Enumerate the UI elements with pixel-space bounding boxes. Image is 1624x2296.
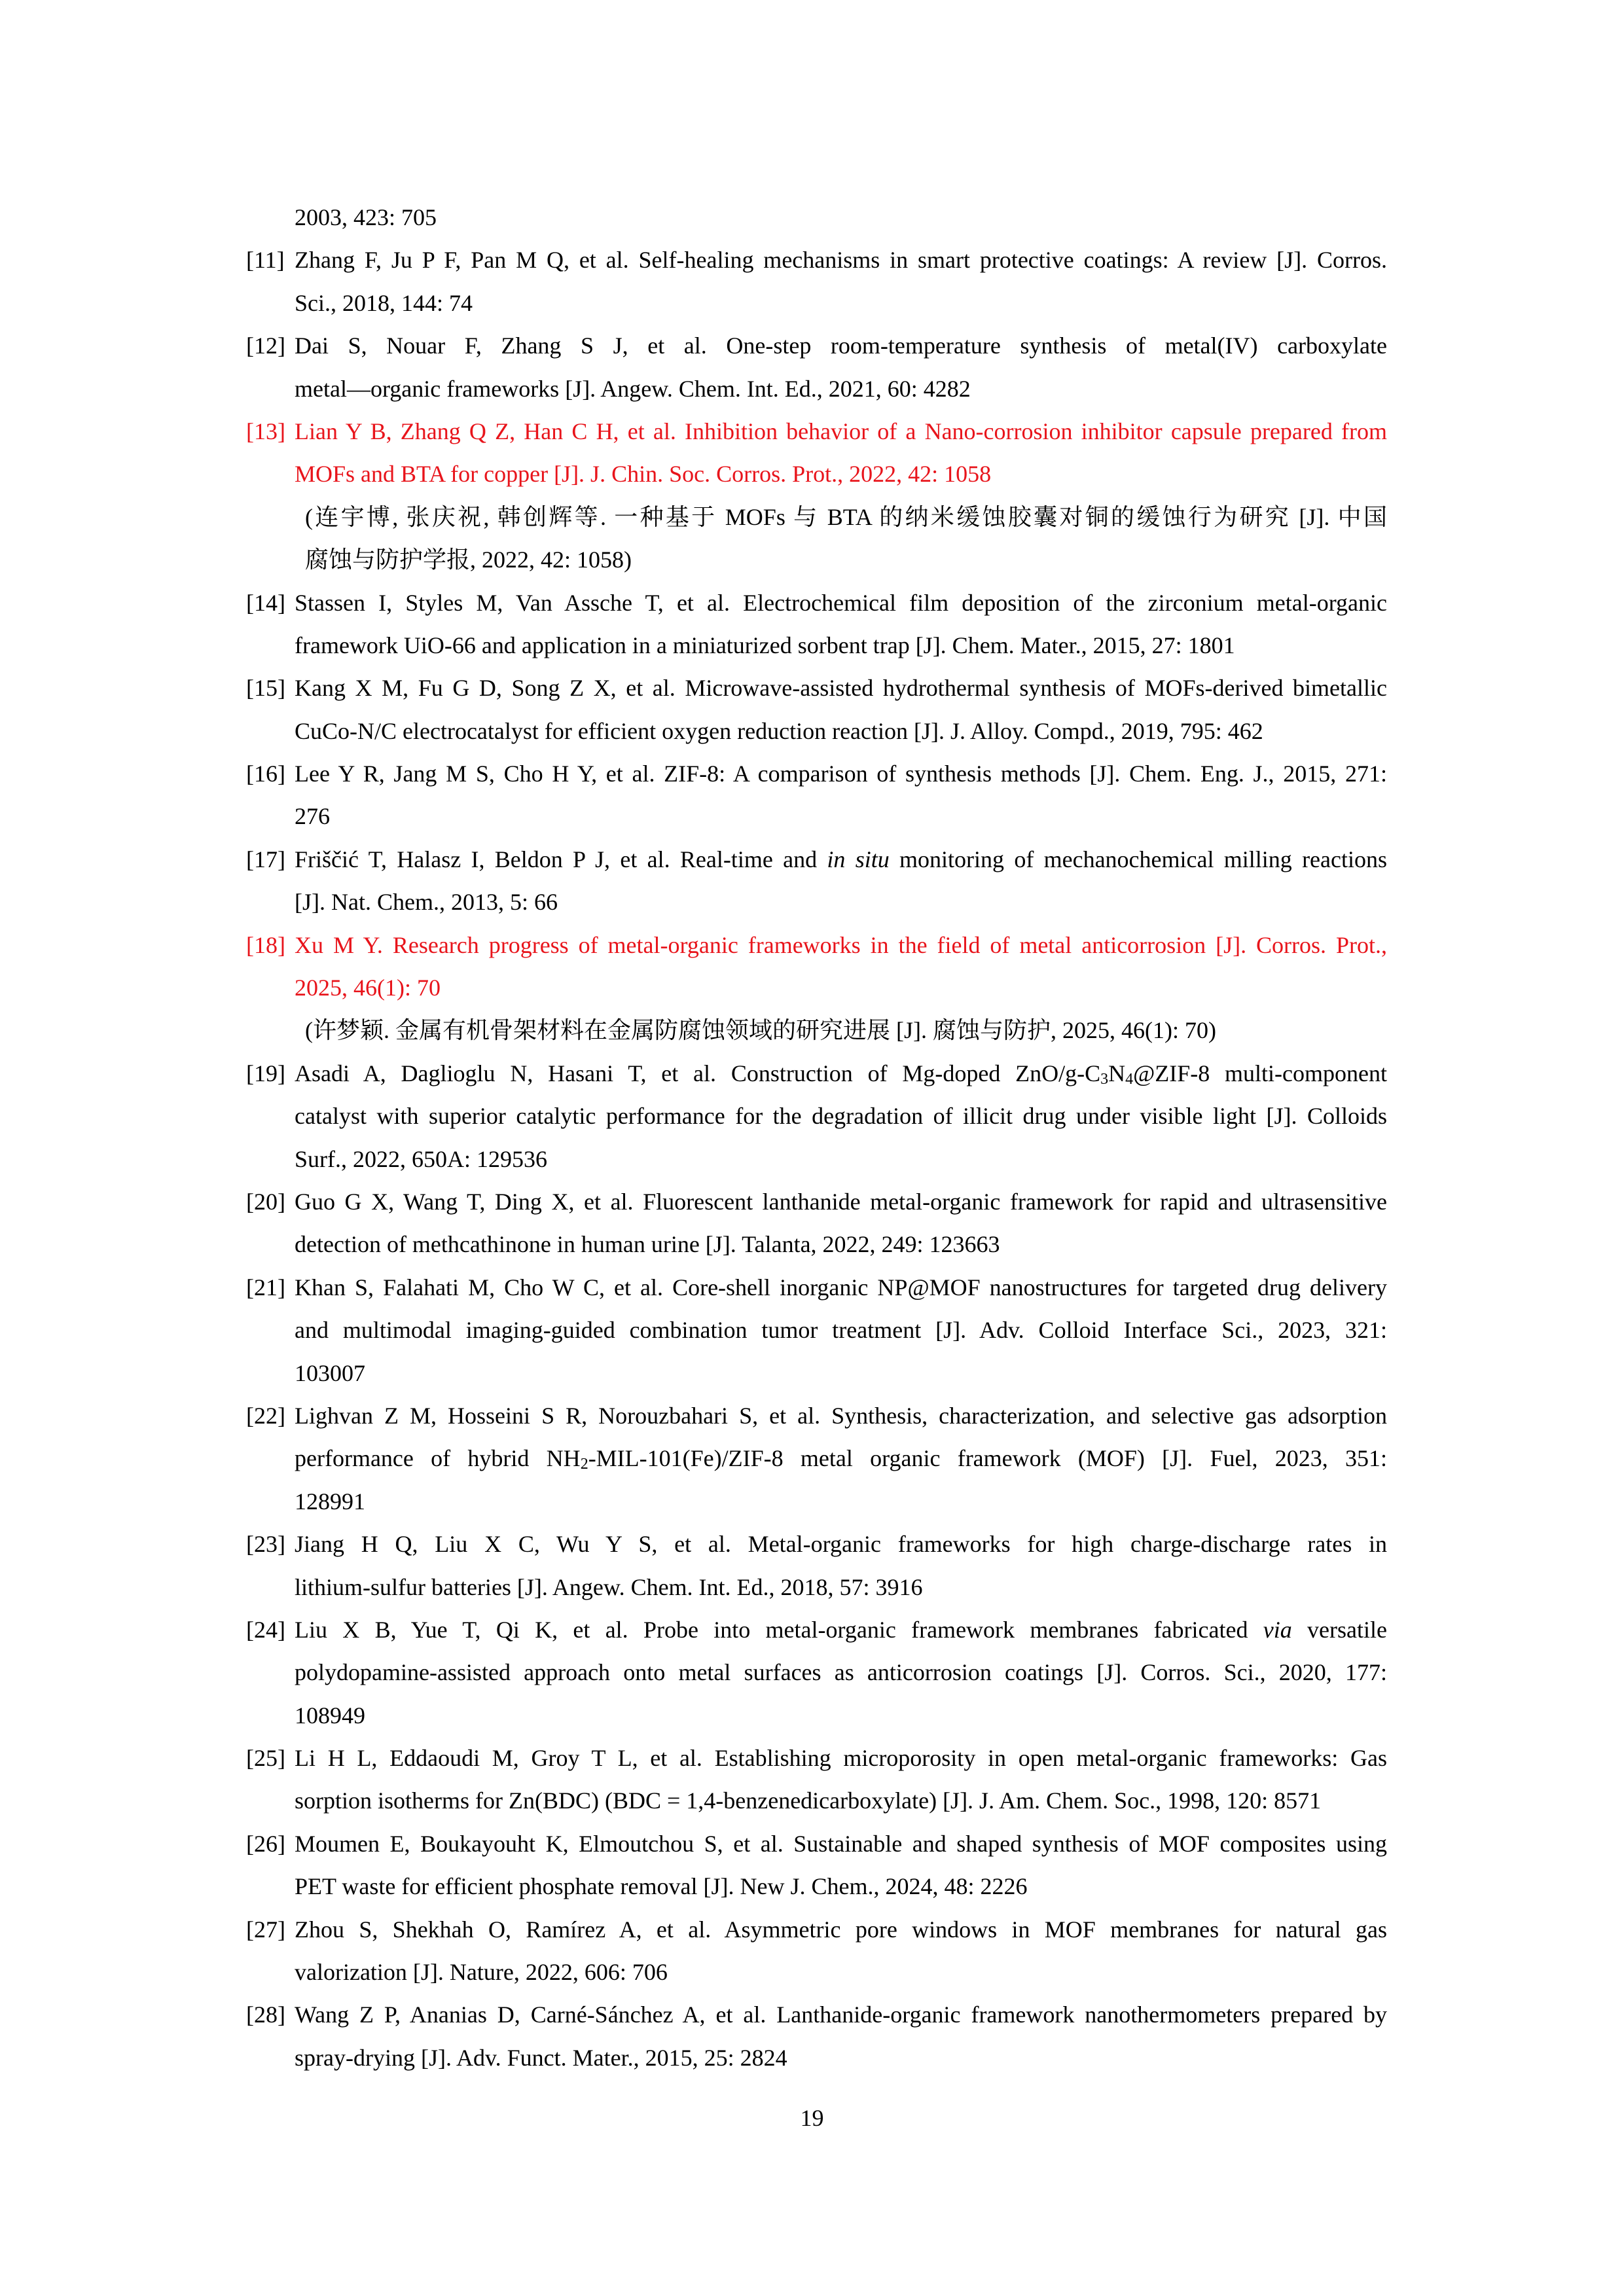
reference-line: detection of methcathinone in human urine [J]. Talanta, 2022, 249: 123663 [295, 1231, 1000, 1258]
reference-number: [13] [246, 418, 285, 444]
reference-line: Zhou S, Shekhah O, Ramírez A, et al. Asymmetric pore windows in MOF membranes for natural gas [295, 1916, 1387, 1943]
reference-line: Jiang H Q, Liu X C, Wu Y S, et al. Metal-organic frameworks for high charge-discharge rates in [295, 1531, 1387, 1558]
reference-line: and multimodal imaging-guided combination tumor treatment [J]. Adv. Colloid Interface Sci., 2023, 321: [295, 1317, 1387, 1344]
reference-line [295, 838, 1387, 881]
reference-line: catalyst with superior catalytic performance for the degradation of illicit drug under visible light [J]. Colloids [295, 1103, 1387, 1130]
reference-item [246, 753, 1387, 838]
reference-number: [26] [246, 1830, 285, 1857]
italic-text: in situ [827, 846, 890, 872]
reference-number: [16] [246, 761, 285, 787]
reference-line: Zhang F, Ju P F, Pan M Q, et al. Self-healing mechanisms in smart protective coatings: A review [J]. Corros. [295, 247, 1387, 274]
reference-line: Guo G X, Wang T, Ding X, et al. Fluorescent lanthanide metal-organic framework for rapid and ultrasensitive [295, 1188, 1387, 1215]
reference-line [295, 1437, 1387, 1480]
reference-number: [12] [246, 332, 285, 359]
reference-number: [25] [246, 1745, 285, 1772]
text-segment: Friščić T, Halasz I, Beldon P J, et al. Real-time and [295, 846, 827, 872]
reference-line: 276 [295, 803, 330, 830]
reference-item [246, 1266, 1387, 1395]
page-number: 19 [800, 2105, 824, 2131]
reference-line: Khan S, Falahati M, Cho W C, et al. Core-shell inorganic NP@MOF nanostructures for targeted drug delivery [295, 1274, 1387, 1300]
reference-number: [19] [246, 1060, 285, 1086]
reference-line: Lighvan Z M, Hosseini S R, Norouzbahari S, et al. Synthesis, characterization, and selective gas adsorption [295, 1402, 1387, 1429]
reference-line: Moumen E, Boukayouht K, Elmoutchou S, et al. Sustainable and shaped synthesis of MOF composites using [295, 1830, 1387, 1857]
reference-line: 103007 [295, 1359, 365, 1386]
reference-line: (许梦颖. 金属有机骨架材料在金属防腐蚀领域的研究进展 [J]. 腐蚀与防护, 2025, 46(1): 70) [305, 1017, 1216, 1044]
reference-number: [22] [246, 1402, 285, 1429]
reference-item [246, 239, 1387, 325]
reference-line: [J]. Nat. Chem., 2013, 5: 66 [295, 889, 558, 916]
text-segment: monitoring of mechanochemical milling reactions [889, 846, 1387, 872]
reference-line: Wang Z P, Ananias D, Carné-Sánchez A, et al. Lanthanide-organic framework nanothermometers prepared by [295, 2001, 1387, 2028]
reference-line: PET waste for efficient phosphate removal [J]. New J. Chem., 2024, 48: 2226 [295, 1873, 1028, 1900]
reference-item [246, 1395, 1387, 1523]
reference-line: framework UiO-66 and application in a miniaturized sorbent trap [J]. Chem. Mater., 2015, 27: 1801 [295, 632, 1235, 658]
reference-number: [27] [246, 1916, 285, 1943]
reference-item [246, 1823, 1387, 1909]
reference-number: [21] [246, 1274, 285, 1300]
reference-line: Sci., 2018, 144: 74 [295, 289, 473, 316]
reference-line: Dai S, Nouar F, Zhang S J, et al. One-step room-temperature synthesis of metal(IV) carboxylate [295, 332, 1387, 359]
reference-line: spray-drying [J]. Adv. Funct. Mater., 2015, 25: 2824 [295, 2044, 787, 2071]
reference-number: [11] [246, 247, 285, 274]
reference-item [246, 325, 1387, 410]
reference-number: [14] [246, 589, 285, 616]
reference-item [246, 1523, 1387, 1609]
reference-line: 128991 [295, 1488, 365, 1515]
reference-line: 108949 [295, 1702, 365, 1729]
reference-line [295, 1609, 1387, 1651]
text-segment: versatile [1291, 1616, 1387, 1643]
reference-item [246, 924, 1387, 1010]
reference-item [246, 1737, 1387, 1823]
subscript: 2 [580, 1456, 588, 1473]
text-segment: performance of hybrid NH [295, 1445, 581, 1472]
reference-item [246, 410, 1387, 496]
subscript: 4 [1125, 1070, 1134, 1088]
reference-item [246, 667, 1387, 753]
reference-line: 2003, 423: 705 [295, 204, 437, 230]
subscript: 3 [1100, 1070, 1109, 1088]
reference-item [246, 1909, 1387, 1994]
reference-line: Lian Y B, Zhang Q Z, Han C H, et al. Inhibition behavior of a Nano-corrosion inhibitor capsule prepared from [295, 418, 1387, 444]
reference-line: sorption isotherms for Zn(BDC) (BDC = 1,4-benzenedicarboxylate) [J]. J. Am. Chem. Soc., 1998, 120: 8571 [295, 1787, 1322, 1814]
reference-line: Kang X M, Fu G D, Song Z X, et al. Microwave-assisted hydrothermal synthesis of MOFs-derived bimetallic [295, 675, 1387, 702]
reference-line: Xu M Y. Research progress of metal-organic frameworks in the field of metal anticorrosion [J]. Corros. Prot., [295, 931, 1387, 958]
reference-line: valorization [J]. Nature, 2022, 606: 706 [295, 1959, 668, 1986]
text-segment: @ZIF-8 multi-component [1133, 1060, 1387, 1086]
reference-line: 腐蚀与防护学报, 2022, 42: 1058) [305, 547, 632, 573]
reference-number: [17] [246, 846, 285, 872]
reference-line: Lee Y R, Jang M S, Cho H Y, et al. ZIF-8: A comparison of synthesis methods [J]. Chem. Eng. J., 2015, 271: [295, 761, 1387, 787]
reference-number: [20] [246, 1188, 285, 1215]
reference-item [246, 1994, 1387, 2079]
reference-line: Stassen I, Styles M, Van Assche T, et al. Electrochemical film deposition of the zirconium metal-organic [295, 589, 1387, 616]
reference-number: [24] [246, 1616, 285, 1643]
reference-item [246, 1609, 1387, 1737]
reference-line: (连宇博, 张庆祝, 韩创辉等. 一种基于 MOFs 与 BTA 的纳米缓蚀胶囊对铜的缓蚀行为研究 [J]. 中国 [305, 503, 1387, 530]
reference-list [246, 196, 1387, 2079]
reference-item [246, 1181, 1387, 1266]
reference-number: [15] [246, 675, 285, 702]
reference-line: MOFs and BTA for copper [J]. J. Chin. Soc. Corros. Prot., 2022, 42: 1058 [295, 461, 992, 488]
text-segment: N [1108, 1060, 1126, 1086]
reference-line: Surf., 2022, 650A: 129536 [295, 1145, 547, 1172]
reference-line [295, 1052, 1387, 1095]
italic-text: via [1263, 1616, 1292, 1643]
reference-item [246, 196, 1387, 239]
reference-number: [23] [246, 1531, 285, 1558]
reference-item [246, 838, 1387, 924]
text-segment: -MIL-101(Fe)/ZIF-8 metal organic framework (MOF) [J]. Fuel, 2023, 351: [588, 1445, 1387, 1472]
text-segment: Asadi A, Daglioglu N, Hasani T, et al. Construction of Mg-doped ZnO/g-C [295, 1060, 1101, 1086]
text-segment: Liu X B, Yue T, Qi K, et al. Probe into metal-organic framework membranes fabricated [295, 1616, 1263, 1643]
reference-line: Li H L, Eddaoudi M, Groy T L, et al. Establishing microporosity in open metal-organic frameworks: Gas [295, 1745, 1387, 1772]
reference-item [246, 1052, 1387, 1181]
reference-translation [246, 496, 1387, 582]
reference-line: CuCo-N/C electrocatalyst for efficient oxygen reduction reaction [J]. J. Alloy. Compd., 2019, 795: 462 [295, 717, 1263, 744]
reference-line: 2025, 46(1): 70 [295, 975, 441, 1001]
reference-line: metal—organic frameworks [J]. Angew. Chem. Int. Ed., 2021, 60: 4282 [295, 375, 971, 402]
reference-line: polydopamine-assisted approach onto metal surfaces as anticorrosion coatings [J]. Corros. Sci., 2020, 177: [295, 1659, 1387, 1686]
reference-line: lithium-sulfur batteries [J]. Angew. Chem. Int. Ed., 2018, 57: 3916 [295, 1573, 923, 1600]
reference-item [246, 582, 1387, 668]
reference-translation [246, 1009, 1387, 1052]
reference-number: [18] [246, 931, 285, 958]
reference-number: [28] [246, 2001, 285, 2028]
